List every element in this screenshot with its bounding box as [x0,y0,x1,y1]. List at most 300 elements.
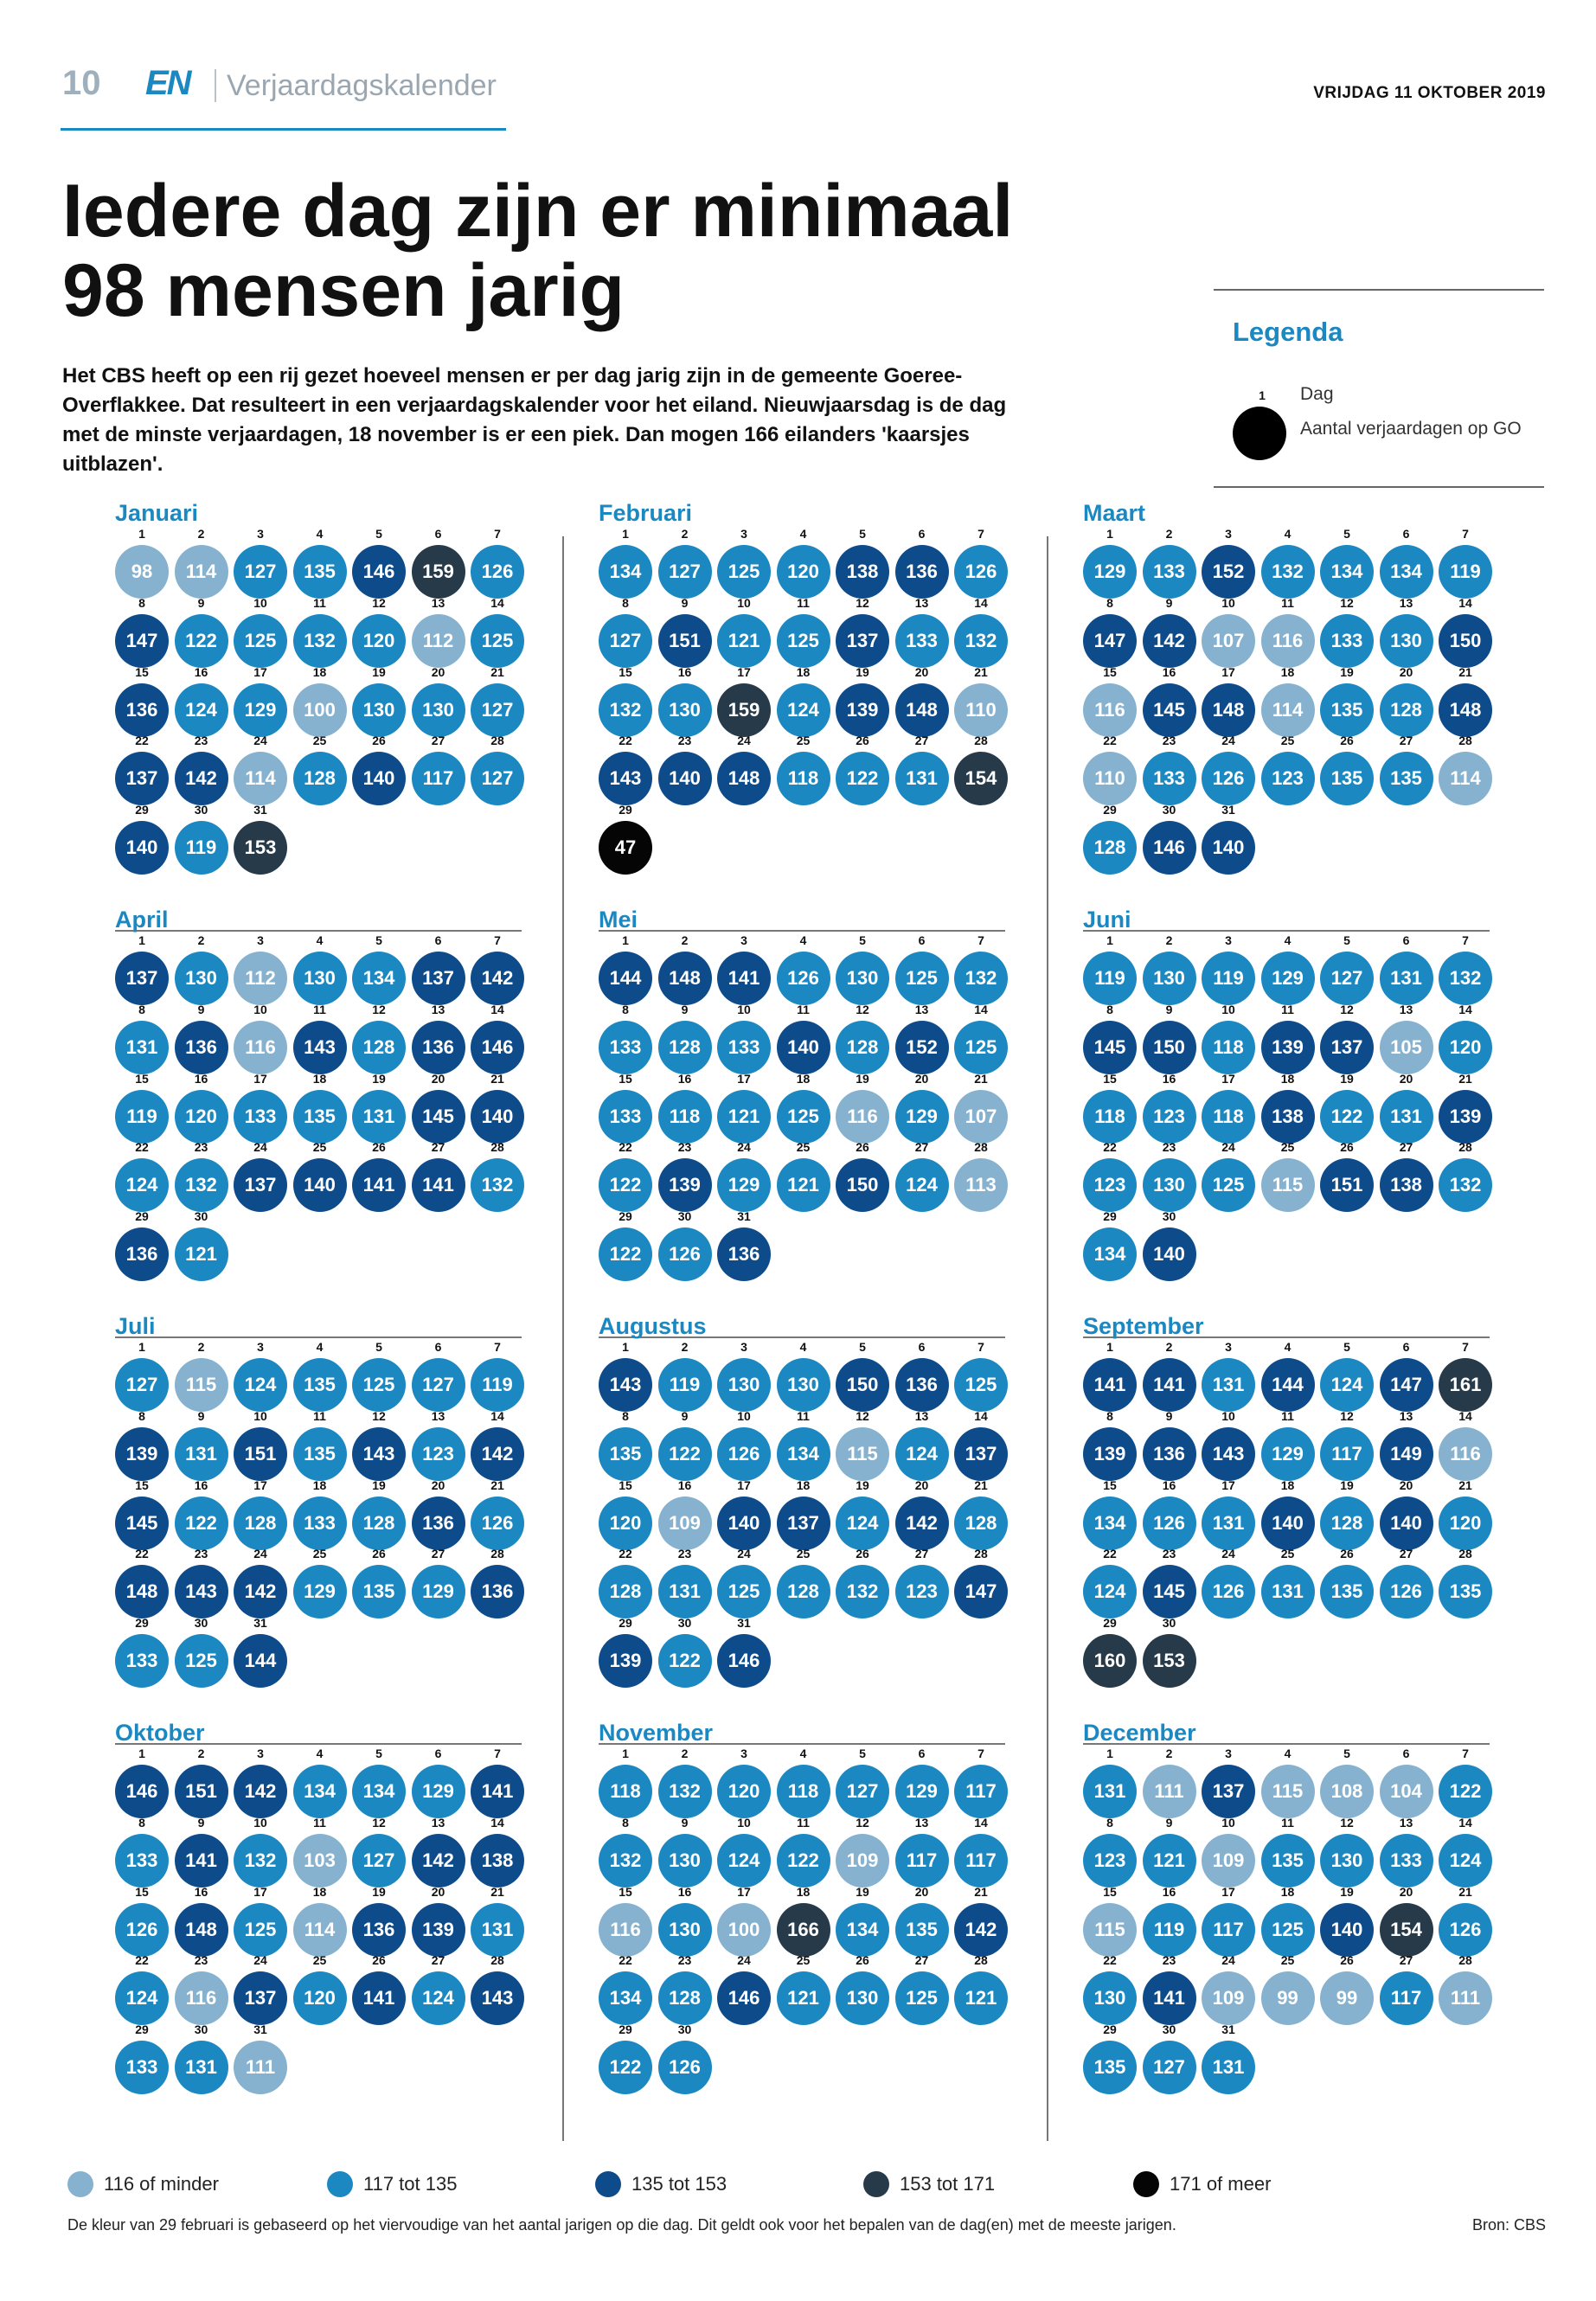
month-name: Juni [1083,907,1131,933]
day-number: 16 [194,1477,208,1492]
birthday-count-circle: 119 [1439,545,1492,599]
birthday-count-circle: 148 [658,952,712,1005]
birthday-count-circle: 111 [1439,1971,1492,2025]
day-number: 26 [856,734,869,748]
birthday-count-circle: 108 [1320,1765,1374,1818]
day-number: 16 [677,664,692,679]
category-label: 117 tot 135 [363,2173,458,2195]
birthday-count-circle: 148 [175,1903,228,1957]
birthday-count-circle: 128 [1083,821,1137,875]
day-number: 23 [1162,1547,1176,1561]
day-number: 30 [1162,803,1176,817]
day-number: 7 [494,933,501,947]
birthday-count-circle: 107 [954,1090,1008,1144]
day-number: 23 [1162,1953,1176,1968]
day-number: 11 [313,595,326,610]
birthday-count-circle: 152 [1202,545,1255,599]
day-number: 17 [1221,664,1235,679]
birthday-count-circle: 130 [1380,614,1433,668]
day-number: 23 [677,1953,692,1968]
birthday-count-circle: 129 [895,1090,949,1144]
birthday-count-circle: 133 [599,1021,652,1074]
birthday-count-circle: 126 [1380,1565,1433,1618]
day-number: 3 [740,527,747,541]
day-number: 27 [431,1953,445,1968]
day-number: 19 [856,1884,869,1899]
birthday-count-circle: 118 [1202,1090,1255,1144]
category-label: 116 of minder [104,2173,219,2195]
day-number: 17 [253,1884,267,1899]
legend-circle [1233,407,1286,460]
birthday-count-circle: 136 [175,1021,228,1074]
day-number: 4 [316,1747,324,1760]
birthday-count-circle: 115 [1083,1903,1137,1957]
birthday-count-circle: 126 [777,952,830,1005]
day-number: 6 [434,1747,442,1760]
day-number: 2 [681,1340,689,1354]
birthday-count-circle: 146 [717,1971,771,2025]
birthday-count-circle: 145 [1083,1021,1137,1074]
birthday-count-circle: 131 [1380,1090,1433,1144]
day-number: 23 [194,1140,208,1155]
day-number: 31 [253,1616,267,1631]
birthday-count-circle: 139 [599,1634,652,1688]
birthday-count-circle: 142 [895,1497,949,1550]
birthday-count-circle: 142 [412,1834,465,1888]
birthday-count-circle: 133 [599,1090,652,1144]
page-number: 10 [62,64,101,102]
birthday-count-circle: 124 [836,1497,889,1550]
day-number: 4 [316,1340,324,1354]
birthday-count-circle: 127 [1320,952,1374,1005]
birthday-count-circle: 132 [293,614,347,668]
day-number: 8 [138,595,145,610]
day-number: 29 [135,1616,149,1631]
birthday-count-circle: 113 [954,1158,1008,1212]
day-number: 2 [197,1340,205,1354]
day-number: 3 [1225,933,1232,947]
birthday-count-circle: 142 [954,1903,1008,1957]
birthday-count-circle: 131 [175,1427,228,1481]
birthday-count-circle: 166 [777,1903,830,1957]
day-number: 20 [1399,1071,1413,1086]
day-number: 24 [1221,1953,1235,1968]
category-swatch [595,2171,621,2197]
day-number: 9 [681,1408,689,1423]
birthday-count-circle: 128 [599,1565,652,1618]
day-number: 15 [1103,1884,1117,1899]
birthday-count-circle: 100 [293,683,347,737]
birthday-count-circle: 107 [1202,614,1255,668]
birthday-count-circle: 126 [471,545,524,599]
birthday-count-circle: 145 [412,1090,465,1144]
birthday-count-circle: 127 [115,1358,169,1412]
day-number: 8 [1106,1815,1113,1830]
day-number: 14 [1458,1408,1472,1423]
birthday-count-circle: 118 [658,1090,712,1144]
birthday-count-circle: 129 [293,1565,347,1618]
birthday-count-circle: 132 [954,614,1008,668]
day-number: 3 [740,1747,747,1760]
day-number: 5 [1343,1340,1350,1354]
day-number: 30 [1162,1616,1176,1631]
day-number: 25 [1280,734,1295,748]
day-number: 3 [1225,1747,1232,1760]
birthday-count-circle: 126 [115,1903,169,1957]
day-number: 5 [375,527,382,541]
day-number: 14 [490,1408,504,1423]
day-number: 22 [1103,1953,1117,1968]
birthday-count-circle: 136 [412,1497,465,1550]
day-number: 29 [1103,803,1117,817]
day-number: 23 [677,1140,692,1155]
birthday-count-circle: 130 [777,1358,830,1412]
day-number: 1 [138,1340,145,1354]
birthday-count-circle: 126 [954,545,1008,599]
birthday-count-circle: 135 [1380,752,1433,805]
day-number: 21 [490,1071,504,1086]
birthday-count-circle: 124 [412,1971,465,2025]
day-number: 31 [1221,2022,1235,2037]
birthday-count-circle: 147 [954,1565,1008,1618]
day-number: 24 [737,1953,751,1968]
birthday-count-circle: 114 [1439,752,1492,805]
birthday-count-circle: 137 [1320,1021,1374,1074]
day-number: 17 [253,664,267,679]
birthday-count-circle: 146 [1143,821,1196,875]
birthday-count-circle: 131 [175,2041,228,2094]
day-number: 18 [1280,1071,1295,1086]
day-number: 2 [681,527,689,541]
birthday-count-circle: 121 [1143,1834,1196,1888]
day-number: 4 [316,527,324,541]
day-number: 15 [1103,664,1117,679]
birthday-count-circle: 153 [1143,1634,1196,1688]
birthday-count-circle: 114 [1261,683,1315,737]
day-number: 24 [253,1140,267,1155]
day-number: 20 [914,1071,929,1086]
day-number: 19 [1340,1477,1354,1492]
birthday-count-circle: 119 [471,1358,524,1412]
birthday-count-circle: 135 [1439,1565,1492,1618]
birthday-count-circle: 116 [599,1903,652,1957]
birthday-count-circle: 128 [777,1565,830,1618]
day-number: 16 [194,1884,208,1899]
birthday-count-circle: 115 [1261,1158,1315,1212]
day-number: 20 [1399,1477,1413,1492]
birthday-count-circle: 143 [352,1427,406,1481]
day-number: 7 [977,1340,984,1354]
birthday-count-circle: 144 [1261,1358,1315,1412]
day-number: 26 [1340,1547,1354,1561]
birthday-count-circle: 142 [234,1765,287,1818]
birthday-count-circle: 125 [175,1634,228,1688]
day-number: 16 [677,1884,692,1899]
day-number: 20 [431,1071,445,1086]
month-name: Juli [115,1313,156,1339]
birthday-count-circle: 116 [836,1090,889,1144]
day-number: 7 [1462,527,1469,541]
month-name: December [1083,1720,1196,1746]
day-number: 6 [1402,527,1410,541]
birthday-count-circle: 47 [599,821,652,875]
day-number: 2 [1165,527,1173,541]
day-number: 25 [796,1547,811,1561]
day-number: 20 [914,1884,929,1899]
day-number: 17 [737,1884,751,1899]
birthday-count-circle: 127 [599,614,652,668]
day-number: 22 [1103,1547,1117,1561]
day-number: 3 [1225,1340,1232,1354]
day-number: 17 [737,1071,751,1086]
day-number: 27 [431,1140,445,1155]
birthday-count-circle: 122 [175,1497,228,1550]
day-number: 6 [1402,1747,1410,1760]
birthday-count-circle: 117 [1320,1427,1374,1481]
day-number: 27 [431,734,445,748]
birthday-count-circle: 118 [599,1765,652,1818]
day-number: 28 [490,734,504,748]
birthday-count-circle: 134 [599,1971,652,2025]
birthday-count-circle: 135 [599,1427,652,1481]
birthday-count-circle: 143 [175,1565,228,1618]
day-number: 9 [1165,1815,1173,1830]
day-number: 3 [257,1747,264,1760]
day-number: 15 [135,1884,149,1899]
day-number: 25 [312,734,327,748]
day-number: 6 [918,527,926,541]
day-number: 29 [1103,1616,1117,1631]
day-number: 16 [1162,1071,1176,1086]
day-number: 30 [194,1616,208,1631]
birthday-count-circle: 139 [1439,1090,1492,1144]
category-label: 135 tot 153 [631,2173,727,2195]
month-name: Augustus [599,1313,707,1339]
month-divider [115,1336,522,1338]
birthday-count-circle: 132 [1439,1158,1492,1212]
birthday-count-circle: 154 [1380,1903,1433,1957]
day-number: 25 [312,1547,327,1561]
birthday-count-circle: 144 [599,952,652,1005]
day-number: 15 [1103,1071,1117,1086]
day-number: 13 [914,1002,929,1016]
birthday-count-circle: 123 [1143,1090,1196,1144]
birthday-count-circle: 138 [1261,1090,1315,1144]
birthday-count-circle: 153 [234,821,287,875]
birthday-count-circle: 116 [234,1021,287,1074]
day-number: 11 [1281,1815,1294,1830]
month-name: Januari [115,500,199,526]
day-number: 29 [619,2022,632,2037]
day-number: 30 [1162,2022,1176,2037]
day-number: 1 [622,933,629,947]
birthday-count-circle: 143 [1202,1427,1255,1481]
day-number: 24 [737,1140,751,1155]
day-number: 11 [1281,1002,1294,1016]
day-number: 10 [253,595,267,610]
day-number: 10 [737,1002,751,1016]
birthday-count-circle: 140 [1143,1227,1196,1281]
birthday-count-circle: 114 [293,1903,347,1957]
day-number: 6 [1402,1340,1410,1354]
birthday-count-circle: 143 [599,1358,652,1412]
day-number: 1 [138,933,145,947]
day-number: 7 [494,527,501,541]
day-number: 19 [1340,1071,1354,1086]
birthday-count-circle: 122 [599,1227,652,1281]
birthday-count-circle: 140 [658,752,712,805]
day-number: 25 [796,1953,811,1968]
day-number: 5 [1343,527,1350,541]
day-number: 16 [194,664,208,679]
day-number: 20 [1399,664,1413,679]
birthday-count-circle: 134 [293,1765,347,1818]
birthday-count-circle: 135 [1083,2041,1137,2094]
day-number: 31 [253,803,267,817]
birthday-count-circle: 128 [1380,683,1433,737]
birthday-count-circle: 129 [412,1765,465,1818]
day-number: 14 [1458,1815,1472,1830]
source-credit: Bron: CBS [1471,2216,1546,2234]
day-number: 26 [372,734,386,748]
day-number: 15 [619,664,632,679]
birthday-count-circle: 159 [412,545,465,599]
birthday-count-circle: 136 [895,1358,949,1412]
day-number: 8 [622,1815,629,1830]
birthday-count-circle: 140 [777,1021,830,1074]
day-number: 27 [1399,1140,1413,1155]
day-number: 10 [737,1408,751,1423]
birthday-count-circle: 145 [1143,1565,1196,1618]
birthday-count-circle: 98 [115,545,169,599]
birthday-count-circle: 136 [352,1903,406,1957]
legend-title: Legenda [1233,317,1343,347]
birthday-count-circle: 123 [1261,752,1315,805]
birthday-count-circle: 143 [599,752,652,805]
day-number: 19 [856,1071,869,1086]
birthday-count-circle: 120 [1439,1021,1492,1074]
birthday-count-circle: 132 [599,1834,652,1888]
day-number: 15 [619,1071,632,1086]
birthday-count-circle: 124 [234,1358,287,1412]
birthday-count-circle: 131 [1380,952,1433,1005]
day-number: 26 [1340,734,1354,748]
day-number: 10 [253,1408,267,1423]
birthday-count-circle: 159 [717,683,771,737]
day-number: 23 [677,734,692,748]
birthday-count-circle: 135 [895,1903,949,1957]
birthday-count-circle: 141 [175,1834,228,1888]
birthday-count-circle: 136 [471,1565,524,1618]
birthday-count-circle: 128 [658,1021,712,1074]
footnote: De kleur van 29 februari is gebaseerd op het viervoudige van het aantal jarigen op die dag. Dit geldt ook voor het bepalen van de dag(en) met de meeste jarigen. [67,2216,1176,2234]
day-number: 7 [1462,1747,1469,1760]
day-number: 29 [1103,2022,1117,2037]
day-number: 29 [619,1616,632,1631]
birthday-count-circle: 116 [1439,1427,1492,1481]
month-divider [115,930,522,932]
day-number: 18 [796,1884,811,1899]
day-number: 27 [914,1140,929,1155]
day-number: 7 [977,933,984,947]
birthday-count-circle: 124 [895,1158,949,1212]
birthday-count-circle: 128 [352,1497,406,1550]
day-number: 3 [1225,527,1232,541]
birthday-count-circle: 131 [658,1565,712,1618]
day-number: 3 [257,933,264,947]
birthday-count-circle: 160 [1083,1634,1137,1688]
birthday-count-circle: 132 [1439,952,1492,1005]
category-swatch [863,2171,889,2197]
birthday-count-circle: 150 [1439,614,1492,668]
day-number: 30 [194,803,208,817]
day-number: 17 [253,1071,267,1086]
day-number: 28 [974,1953,988,1968]
birthday-count-circle: 126 [471,1497,524,1550]
day-number: 11 [797,595,810,610]
birthday-count-circle: 136 [895,545,949,599]
birthday-count-circle: 138 [836,545,889,599]
birthday-count-circle: 140 [1261,1497,1315,1550]
birthday-count-circle: 99 [1261,1971,1315,2025]
day-number: 22 [1103,1140,1117,1155]
day-number: 21 [490,1884,504,1899]
birthday-count-circle: 125 [717,1565,771,1618]
birthday-count-circle: 132 [599,683,652,737]
birthday-count-circle: 122 [599,2041,652,2094]
day-number: 12 [856,1815,869,1830]
birthday-count-circle: 135 [1261,1834,1315,1888]
birthday-count-circle: 137 [836,614,889,668]
birthday-count-circle: 145 [1143,683,1196,737]
birthday-count-circle: 141 [1143,1971,1196,2025]
day-number: 27 [1399,1547,1413,1561]
day-number: 11 [313,1815,326,1830]
month-divider [1083,930,1490,932]
header-separator [215,69,216,102]
birthday-count-circle: 150 [836,1358,889,1412]
day-number: 7 [494,1340,501,1354]
day-number: 17 [1221,1477,1235,1492]
birthday-count-circle: 130 [658,1834,712,1888]
category-swatch [327,2171,353,2197]
day-number: 29 [619,803,632,817]
day-number: 20 [431,1884,445,1899]
day-number: 14 [974,1815,988,1830]
birthday-count-circle: 134 [1083,1497,1137,1550]
birthday-count-circle: 129 [1261,952,1315,1005]
day-number: 13 [914,1408,929,1423]
birthday-count-circle: 121 [777,1158,830,1212]
birthday-count-circle: 121 [717,614,771,668]
birthday-count-circle: 123 [1083,1158,1137,1212]
day-number: 2 [1165,1747,1173,1760]
birthday-count-circle: 134 [1380,545,1433,599]
day-number: 5 [859,527,866,541]
day-number: 10 [1221,1408,1235,1423]
birthday-count-circle: 132 [658,1765,712,1818]
day-number: 27 [431,1547,445,1561]
birthday-count-circle: 139 [836,683,889,737]
day-number: 5 [859,933,866,947]
birthday-count-circle: 125 [777,1090,830,1144]
day-number: 1 [138,527,145,541]
day-number: 1 [138,1747,145,1760]
birthday-count-circle: 139 [1083,1427,1137,1481]
birthday-count-circle: 119 [1143,1903,1196,1957]
birthday-count-circle: 109 [1202,1834,1255,1888]
birthday-count-circle: 120 [1439,1497,1492,1550]
